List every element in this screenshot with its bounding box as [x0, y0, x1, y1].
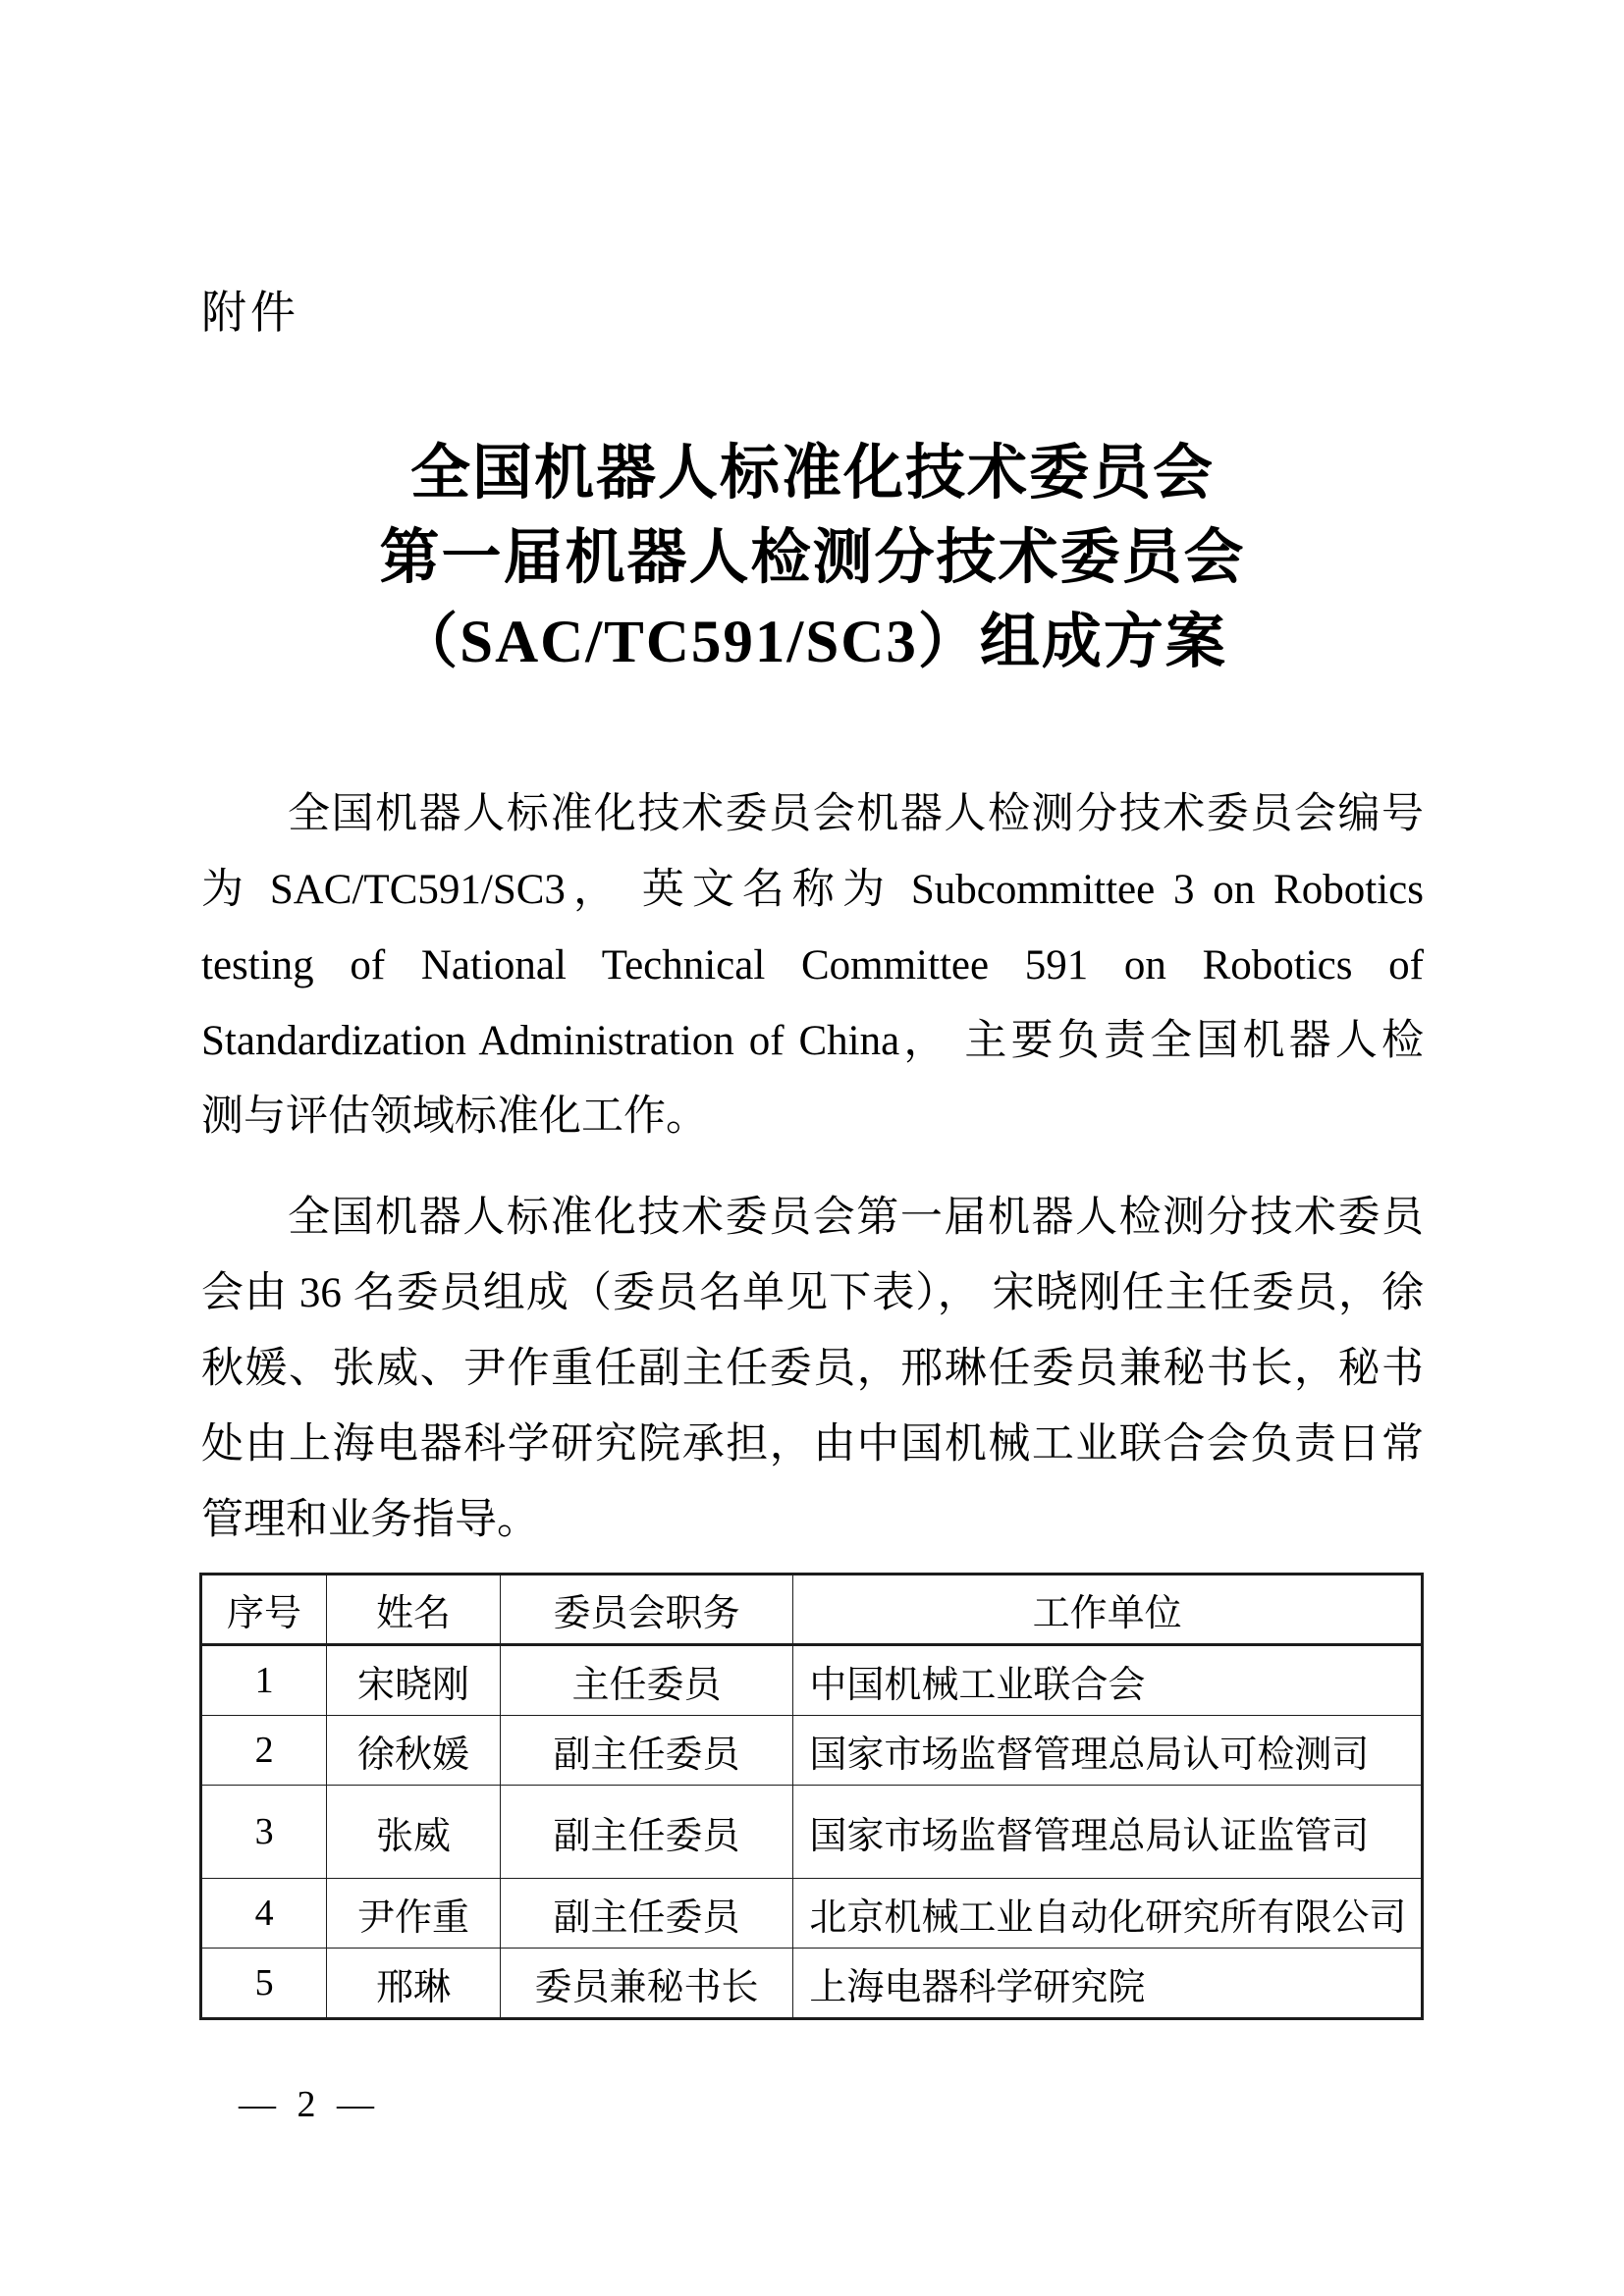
table-cell: 4 [201, 1879, 327, 1949]
attachment-label: 附件 [201, 287, 299, 338]
table-cell: 邢琳 [327, 1949, 501, 2019]
committee-members-table [199, 1573, 1424, 2020]
table-cell-work-unit: 国家市场监督管理总局认可检测司 [793, 1716, 1423, 1786]
body-paragraph [201, 776, 1424, 1154]
table-cell: 尹作重 [327, 1879, 501, 1949]
document-title-line-3: （SAC/TC591/SC3）组成方案 [398, 610, 1227, 675]
text-line: 为 SAC/TC591/SC3， 英文名称为 Subcommittee 3 on Robotics [201, 867, 1424, 913]
document-title [201, 432, 1424, 685]
table-body [201, 1645, 1423, 2019]
text-line: 全国机器人标准化技术委员会第一届机器人检测分技术委员 [288, 1195, 1424, 1241]
table-cell: 宋晓刚 [327, 1645, 501, 1716]
table-header-row [201, 1575, 1423, 1645]
table-cell: 2 [201, 1716, 327, 1786]
table-header-cell: 序号 [201, 1575, 327, 1645]
table-head [201, 1575, 1423, 1645]
table-row [201, 1786, 1423, 1879]
table-row [201, 1716, 1423, 1786]
table-cell: 徐秋媛 [327, 1716, 501, 1786]
table-cell-work-unit: 北京机械工业自动化研究所有限公司 [793, 1879, 1423, 1949]
table-cell: 副主任委员 [500, 1786, 793, 1879]
table-header-cell: 工作单位 [793, 1575, 1423, 1645]
text-line: 会由 36 名委员组成（委员名单见下表）， 宋晓刚任主任委员，徐 [201, 1270, 1424, 1316]
text-line: 全国机器人标准化技术委员会机器人检测分技术委员会编号 [288, 791, 1424, 837]
table-cell-work-unit: 上海电器科学研究院 [793, 1949, 1423, 2019]
document-body [201, 776, 1424, 1558]
body-paragraph [201, 1180, 1424, 1558]
text-line: Standardization Administration of China， 主要负责全国机器人检 [201, 1018, 1424, 1064]
table-row [201, 1949, 1423, 2019]
document-title-line-2: 第一届机器人检测分技术委员会 [379, 525, 1246, 591]
text-line: 秋媛、张威、尹作重任副主任委员，邢琳任委员兼秘书长，秘书 [201, 1346, 1424, 1392]
table-cell: 委员兼秘书长 [500, 1949, 793, 2019]
text-line: 管理和业务指导。 [201, 1497, 539, 1543]
table-row [201, 1645, 1423, 1716]
table-cell: 主任委员 [500, 1645, 793, 1716]
table-cell-work-unit: 国家市场监督管理总局认证监管司 [793, 1786, 1423, 1879]
page-number: — 2 — [239, 2084, 380, 2125]
table-header-cell: 姓名 [327, 1575, 501, 1645]
table-header-cell: 委员会职务 [500, 1575, 793, 1645]
table-cell: 5 [201, 1949, 327, 2019]
document-title-line-1: 全国机器人标准化技术委员会 [409, 441, 1215, 507]
text-line: 处由上海电器科学研究院承担，由中国机械工业联合会负责日常 [201, 1421, 1424, 1468]
text-line: testing of National Technical Committee 591 on Robotics of [201, 942, 1424, 988]
table-cell: 副主任委员 [500, 1716, 793, 1786]
table-cell: 副主任委员 [500, 1879, 793, 1949]
table-cell-work-unit: 中国机械工业联合会 [793, 1645, 1423, 1716]
table-cell: 1 [201, 1645, 327, 1716]
text-line: 测与评估领域标准化工作。 [201, 1094, 708, 1140]
table-cell: 张威 [327, 1786, 501, 1879]
table-row [201, 1879, 1423, 1949]
table-cell: 3 [201, 1786, 327, 1879]
